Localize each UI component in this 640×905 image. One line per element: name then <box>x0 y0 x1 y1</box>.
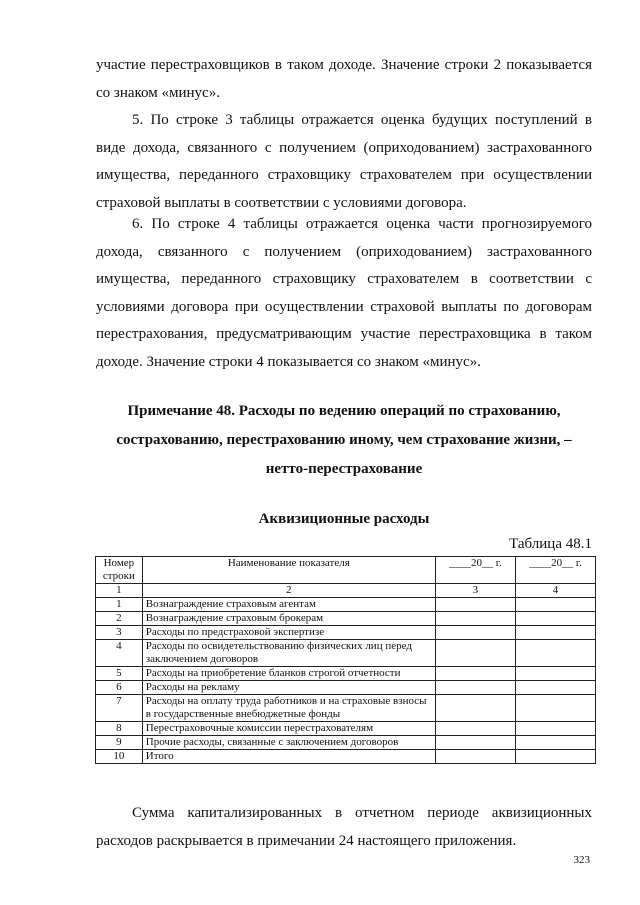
header-indicator-name: Наименование показателя <box>142 557 435 584</box>
table-header-row <box>96 557 596 584</box>
value-cell <box>435 640 515 667</box>
acquisition-expenses-table <box>95 556 596 764</box>
column-number: 4 <box>515 584 595 598</box>
row-number: 7 <box>96 695 143 722</box>
row-number: 8 <box>96 722 143 736</box>
row-number: 2 <box>96 612 143 626</box>
row-number: 5 <box>96 667 143 681</box>
table-row <box>96 722 596 736</box>
value-cell <box>435 750 515 764</box>
value-cell <box>435 626 515 640</box>
page-number: 323 <box>573 854 590 866</box>
column-number: 2 <box>142 584 435 598</box>
row-name: Перестраховочные комиссии перестрахователям <box>142 722 435 736</box>
row-name: Расходы по предстраховой экспертизе <box>142 626 435 640</box>
table-row <box>96 736 596 750</box>
value-cell <box>435 598 515 612</box>
column-number: 1 <box>96 584 143 598</box>
value-cell <box>515 598 595 612</box>
table-row <box>96 667 596 681</box>
note-heading-line-2: сострахованию, перестрахованию иному, чем страхование жизни, – <box>116 432 572 448</box>
row-number: 6 <box>96 681 143 695</box>
row-name: Вознаграждение страховым агентам <box>142 598 435 612</box>
column-numbering-row <box>96 584 596 598</box>
header-year-2: ____20__ г. <box>515 557 595 584</box>
row-name: Расходы на рекламу <box>142 681 435 695</box>
row-name: Расходы на приобретение бланков строгой отчетности <box>142 667 435 681</box>
table-row <box>96 750 596 764</box>
row-name: Расходы на оплату труда работников и на страховые взносы в государственные внебюджетные фонды <box>142 695 435 722</box>
table-row <box>96 626 596 640</box>
value-cell <box>435 667 515 681</box>
value-cell <box>515 750 595 764</box>
table-row <box>96 612 596 626</box>
row-name: Итого <box>142 750 435 764</box>
closing-paragraph: Сумма капитализированных в отчетном периоде аквизиционных расходов раскрывается в примечании 24 настоящего приложения. <box>96 805 592 849</box>
table-row <box>96 681 596 695</box>
value-cell <box>515 681 595 695</box>
table-row <box>96 640 596 667</box>
row-number: 4 <box>96 640 143 667</box>
row-number: 3 <box>96 626 143 640</box>
value-cell <box>515 612 595 626</box>
value-cell <box>435 695 515 722</box>
value-cell <box>515 626 595 640</box>
column-number: 3 <box>435 584 515 598</box>
value-cell <box>435 681 515 695</box>
value-cell <box>515 640 595 667</box>
row-name: Расходы по освидетельствованию физических лиц перед заключением договоров <box>142 640 435 667</box>
header-row-number: Номер строки <box>96 557 143 584</box>
paragraph-continuation: участие перестраховщиков в таком доходе. Значение строки 2 показывается со знаком «минус». <box>96 57 592 101</box>
value-cell <box>435 736 515 750</box>
note-heading-line-1: Примечание 48. Расходы по ведению операций по страхованию, <box>127 403 561 419</box>
table-row <box>96 598 596 612</box>
value-cell <box>435 612 515 626</box>
table-caption: Таблица 48.1 <box>509 536 592 552</box>
row-name: Вознаграждение страховым брокерам <box>142 612 435 626</box>
row-number: 1 <box>96 598 143 612</box>
section-title: Аквизиционные расходы <box>258 511 430 527</box>
note-heading-line-3: нетто-перестрахование <box>265 461 423 477</box>
header-year-1: ____20__ г. <box>435 557 515 584</box>
paragraph-item-5: 5. По строке 3 таблицы отражается оценка будущих поступлений в виде дохода, связанного с получением (оприходованием) застрахованного имущества, переданного страховщику страхователем при осуществлении страховой выплаты в соответствии с условиями договора. <box>96 112 592 211</box>
table-row <box>96 695 596 722</box>
row-name: Прочие расходы, связанные с заключением договоров <box>142 736 435 750</box>
value-cell <box>515 736 595 750</box>
value-cell <box>515 722 595 736</box>
note-heading <box>110 397 578 484</box>
paragraph-item-6: 6. По строке 4 таблицы отражается оценка части прогнозируемого дохода, связанного с получением (оприходованием) застрахованного имущества, переданного страховщику страхователем в соответствии с условиями договора при осуществлении страховой выплаты по договорам перестрахования, предусматривающим участие перестраховщика в таком доходе. Значение строки 4 показывается со знаком «минус». <box>96 216 592 370</box>
row-number: 9 <box>96 736 143 750</box>
value-cell <box>515 695 595 722</box>
row-number: 10 <box>96 750 143 764</box>
value-cell <box>435 722 515 736</box>
value-cell <box>515 667 595 681</box>
